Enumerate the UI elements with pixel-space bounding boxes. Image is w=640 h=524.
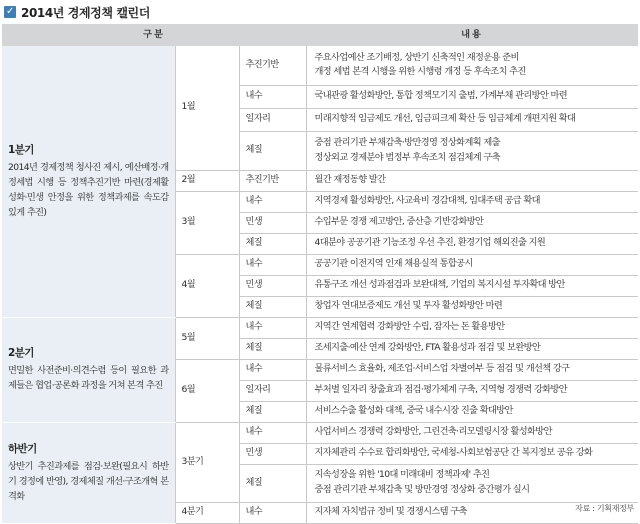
category-cell: 내수	[239, 359, 306, 380]
content-line: 서비스수출 활성화 대책, 중국 내수시장 진출 확대방안	[314, 405, 513, 417]
category-cell: 내수	[239, 422, 306, 443]
content-cell	[306, 233, 638, 254]
content-cell	[306, 191, 638, 212]
month-cell: 1월	[175, 46, 239, 170]
table-row	[2, 46, 638, 85]
header-period: 구분	[2, 24, 306, 46]
content-line: 창업자 연대보증제도 개선 및 투자 활성화방안 마련	[314, 300, 503, 312]
category-cell: 체질	[239, 401, 306, 422]
content-cell	[306, 212, 638, 233]
content-line: 지자체 자치법규 정비 및 경쟁시스템 구축	[314, 506, 467, 518]
content-line: 국내관광 활성화방안, 통합 정책모기지 출범, 가계부채 관리방안 마련	[314, 90, 568, 102]
content-cell	[306, 296, 638, 317]
category-cell: 민생	[239, 275, 306, 296]
content-cell	[306, 443, 638, 464]
month-cell: 3분기	[175, 422, 239, 502]
table-row	[2, 317, 638, 338]
content-cell	[306, 46, 638, 85]
category-cell: 체질	[239, 464, 306, 502]
table-row	[2, 422, 638, 443]
content-line: 개정 세법 본격 시행을 위한 시행령 개정 등 후속조치 추진	[314, 66, 526, 78]
check-icon: ✓	[4, 6, 16, 18]
category-cell: 내수	[239, 85, 306, 108]
content-line: 지속성장을 위한 '10대 미래대비 정책과제' 추진	[314, 469, 490, 481]
category-cell: 체질	[239, 131, 306, 170]
quarter-description: 면밀한 사전준비·의견수렴 등이 필요한 과제들은 협업·공론화 과정을 거쳐 본격 추진	[8, 365, 169, 392]
quarter-label: 2분기	[8, 347, 34, 360]
category-cell: 일자리	[239, 108, 306, 131]
month-cell: 5월	[175, 317, 239, 359]
page-title-text: 2014년 경제정책 캘린더	[21, 5, 150, 20]
month-cell: 4월	[175, 254, 239, 317]
category-cell: 내수	[239, 254, 306, 275]
content-line: 유통구조 개선 성과점검과 보완대책, 기업의 복지시설 투자확대 방안	[314, 279, 565, 291]
content-cell	[306, 170, 638, 191]
content-line: 주요사업예산 조기배정, 상반기 신축적인 재정운용 준비	[314, 51, 519, 63]
content-line: 지역간 연계협력 강화방안 수립, 잠자는 돈 활용방안	[314, 321, 505, 333]
header-content: 내용	[306, 24, 638, 46]
content-line: 지역경제 활성화방안, 사교육비 경감대책, 임대주택 공급 확대	[314, 195, 540, 207]
content-cell	[306, 464, 638, 502]
content-cell	[306, 359, 638, 380]
month-cell: 6월	[175, 359, 239, 422]
content-cell	[306, 380, 638, 401]
content-cell	[306, 275, 638, 296]
content-cell	[306, 108, 638, 131]
content-line: 수입부문 경쟁 제고방안, 중산층 기반강화방안	[314, 216, 484, 228]
category-cell: 추진기반	[239, 170, 306, 191]
category-cell: 민생	[239, 443, 306, 464]
content-line: 중점 관리기관 부채감축·방만경영 정상화계획 제출	[314, 136, 500, 148]
content-cell	[306, 401, 638, 422]
page-title	[4, 3, 150, 21]
content-cell	[306, 131, 638, 170]
month-cell: 2월	[175, 170, 239, 191]
content-cell	[306, 422, 638, 443]
quarter-cell-h2	[2, 422, 175, 523]
category-cell: 체질	[239, 296, 306, 317]
category-cell: 민생	[239, 212, 306, 233]
content-cell	[306, 254, 638, 275]
content-line: 물류서비스 효율화, 제조업·서비스업 차별여부 등 점검 및 개선책 강구	[314, 363, 570, 375]
quarter-description: 2014년 경제정책 청사진 제시, 예산배정·개정세법 시행 등 정책추진기반 마련(경제활성화·민생 안정을 위한 정책과제를 속도감 있게 추진)	[8, 161, 169, 219]
category-cell: 내수	[239, 191, 306, 212]
category-cell: 체질	[239, 338, 306, 359]
category-cell: 내수	[239, 502, 306, 523]
content-line: 지자체관리 수수료 합리화방안, 국세청-사회보험공단 간 복지정보 공유 강화	[314, 447, 593, 459]
content-line: 공공기관 이전지역 인재 채용실적 통합공시	[314, 258, 473, 270]
content-line: 조세지출·예산 연계 강화방안, FTA 활용성과 점검 및 보완방안	[314, 342, 541, 354]
content-line: 4대분야 공공기관 기능조정 우선 추진, 환경기업 해외진출 지원	[314, 237, 546, 249]
quarter-label: 하반기	[8, 442, 37, 455]
content-line: 미래지향적 임금제도 개선, 임금피크제 확산 등 임금체계 개편지원 확대	[314, 113, 576, 125]
content-line: 정상외교 경제분야 범정부 후속조치 점검체계 구축	[314, 151, 500, 163]
content-line: 사업서비스 경쟁력 강화방안, 그린건축·리모델링시장 활성화방안	[314, 426, 552, 438]
content-cell	[306, 338, 638, 359]
content-line: 부처별 일자리 창출효과 점검·평가체계 구축, 지역형 경쟁력 강화방안	[314, 384, 568, 396]
month-cell: 4분기	[175, 502, 239, 523]
quarter-cell-q2	[2, 317, 175, 422]
content-line: 중점 관리기관 부채감축 및 방만경영 정상화 중간평가 실시	[314, 484, 530, 495]
quarter-cell-q1	[2, 46, 175, 317]
category-cell: 추진기반	[239, 46, 306, 85]
category-cell: 일자리	[239, 380, 306, 401]
content-line: 월간 재정동향 발간	[314, 174, 386, 186]
quarter-label: 1분기	[8, 144, 34, 156]
table-header-row	[2, 24, 638, 46]
content-cell	[306, 85, 638, 108]
category-cell: 체질	[239, 233, 306, 254]
policy-calendar-table	[2, 24, 638, 524]
quarter-description: 상반기 추진과제를 점검·보완(필요시 하반기 경정에 반영), 경제체질 개선·구조개혁 본격화	[8, 460, 169, 502]
category-cell: 내수	[239, 317, 306, 338]
content-cell	[306, 317, 638, 338]
month-cell: 3월	[175, 191, 239, 254]
source-note: 자료 : 기획재정부	[575, 504, 634, 513]
